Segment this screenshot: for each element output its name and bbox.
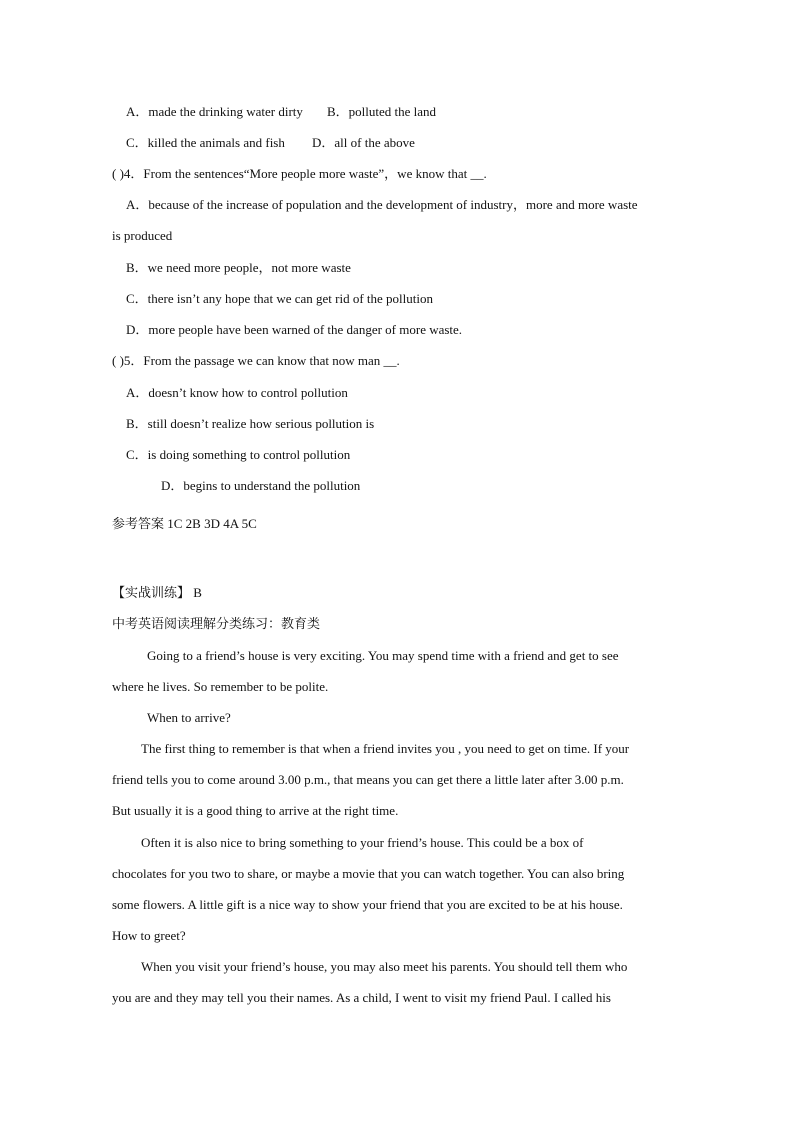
q5-option-a: A．doesn’t know how to control pollution: [126, 385, 348, 400]
q5-option-d: D．begins to understand the pollution: [161, 478, 361, 493]
q4-option-a-line2: is produced: [112, 228, 173, 243]
passage-line-1: Going to a friend’s house is very exciting. You may spend time with a friend and get to see: [147, 648, 619, 663]
answer-key: 参考答案 1C 2B 3D 4A 5C: [112, 516, 257, 531]
q3-option-d: D．all of the above: [312, 135, 415, 150]
passage-line-11: When you visit your friend’s house, you may also meet his parents. You should tell them who: [141, 959, 628, 974]
q4-option-b: B．we need more people，not more waste: [126, 260, 351, 275]
q3-option-b: B．polluted the land: [327, 104, 437, 119]
passage-line-7: Often it is also nice to bring something to your friend’s house. This could be a box of: [141, 835, 584, 850]
passage-line-4: The first thing to remember is that when a friend invites you , you need to get on time. If your: [141, 741, 630, 756]
q3-option-a: A．made the drinking water dirty: [126, 104, 303, 119]
q4-option-a-line1: A．because of the increase of population and the development of industry，more and more waste: [126, 197, 638, 212]
passage-line-8: chocolates for you two to share, or maybe a movie that you can watch together. You can also bring: [112, 866, 625, 881]
q3-option-c: C．killed the animals and fish: [126, 135, 285, 150]
section-heading: 【实战训练】 B: [112, 585, 202, 600]
exercise-title: 中考英语阅读理解分类练习：教育类: [112, 616, 321, 631]
passage-line-9: some flowers. A little gift is a nice way to show your friend that you are excited to be at his house.: [112, 897, 623, 912]
q4-option-d: D．more people have been warned of the danger of more waste.: [126, 322, 463, 337]
passage-line-5: friend tells you to come around 3.00 p.m., that means you can get there a little later after 3.00 p.m.: [112, 772, 624, 787]
passage-line-2: where he lives. So remember to be polite.: [112, 679, 329, 694]
q5-stem: ( )5．From the passage we can know that now man __.: [112, 353, 400, 368]
q5-option-b: B．still doesn’t realize how serious pollution is: [126, 416, 375, 431]
passage-subheading-greet: How to greet?: [112, 928, 186, 943]
q5-option-c: C．is doing something to control pollution: [126, 447, 351, 462]
q4-option-c: C．there isn’t any hope that we can get rid of the pollution: [126, 291, 433, 306]
q4-stem: ( )4．From the sentences“More people more waste”，we know that __.: [112, 166, 487, 181]
passage-subheading-arrive: When to arrive?: [147, 710, 231, 725]
passage-line-12: you are and they may tell you their names. As a child, I went to visit my friend Paul. I called his: [112, 990, 611, 1005]
passage-line-6: But usually it is a good thing to arrive at the right time.: [112, 803, 399, 818]
